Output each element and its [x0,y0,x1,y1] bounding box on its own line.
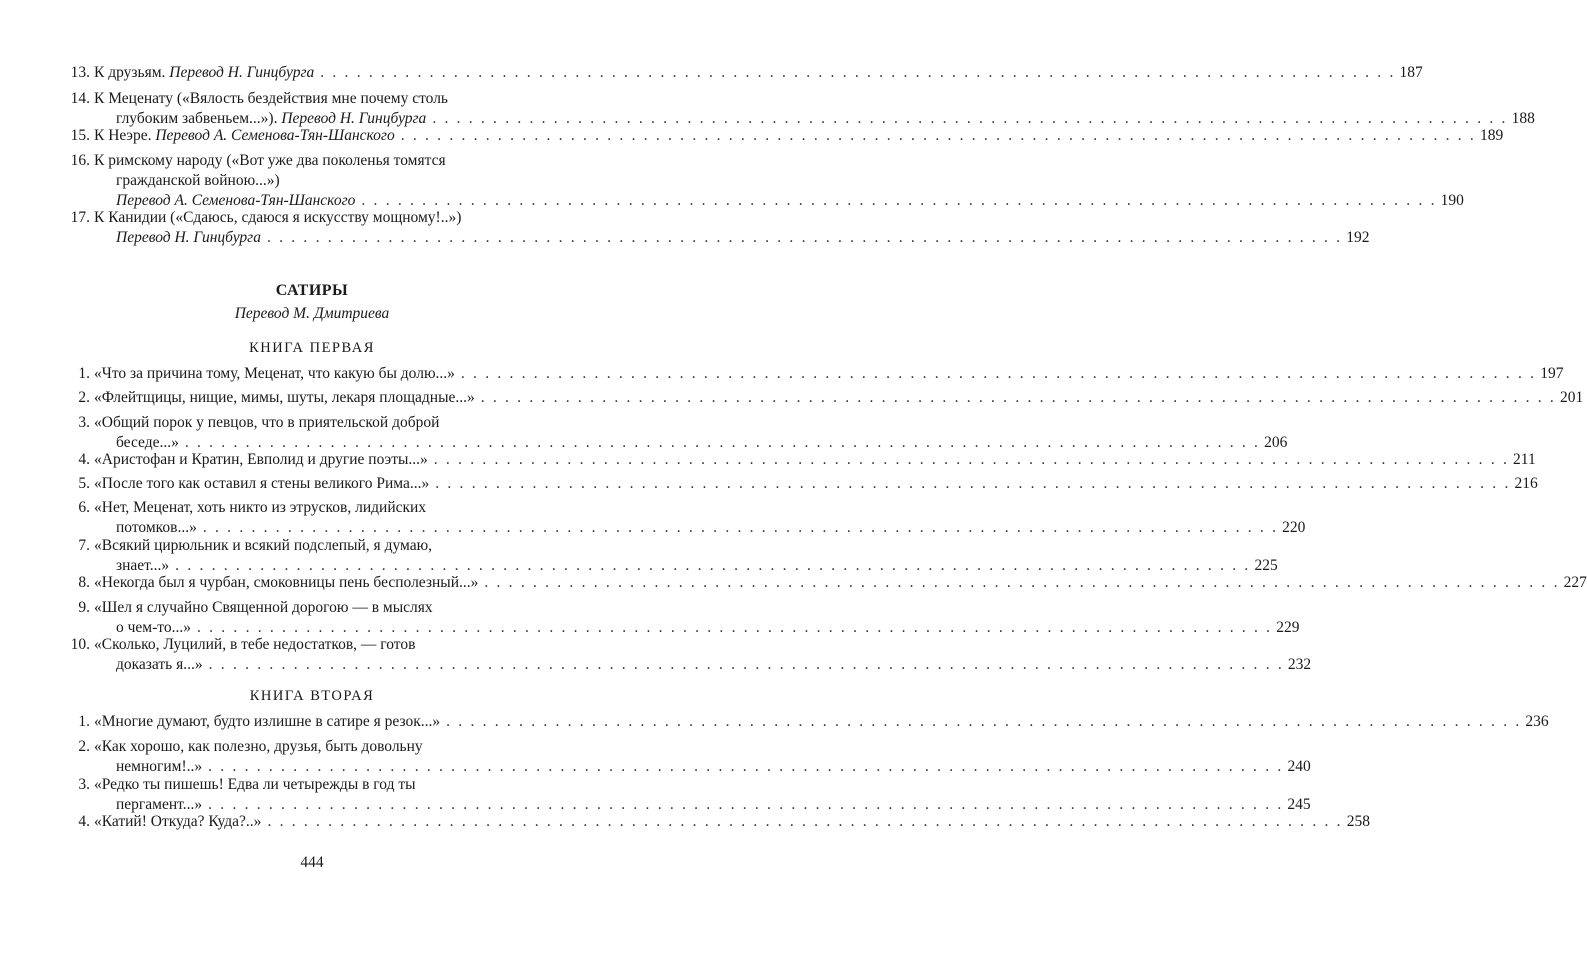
entry-title: «Как хорошо, как полезно, друзья, быть довольну [94,738,423,755]
dot-leader [203,518,1278,538]
dot-leader [484,573,1559,593]
entry-title: «Некогда был я чурбан, смоковницы пень бесполезный...» [94,574,479,591]
dot-leader [209,655,1284,675]
toc-entry [78,598,1300,638]
entry-number: 14. [70,90,90,107]
entry-translator: Перевод Н. Гинцбурга [169,64,315,81]
dot-leader [401,126,1476,146]
toc-entry [70,63,1423,83]
toc-entry [78,737,1311,777]
entry-title: К Меценату («Вялость бездействия мне почему столь [94,90,448,107]
entry-title-cont: о чем-то...» [116,619,191,636]
toc-entry [78,364,1564,384]
dot-leader [208,757,1283,777]
entry-page: 216 [1514,475,1538,492]
entry-page: 229 [1276,619,1300,636]
toc-entry [78,498,1306,538]
entry-title: «Сколько, Луцилий, в тебе недостатков, — готов [94,636,416,653]
entry-number: 10. [70,636,90,653]
entry-number: 17. [70,209,90,226]
entry-page: 232 [1287,656,1312,673]
entry-number: 3. [78,776,90,793]
dot-leader [320,63,1395,83]
dot-leader [461,364,1536,384]
toc-entry [70,208,1370,248]
entry-title: «Аристофан и Кратин, Евполид и другие поэты...» [94,451,428,468]
entry-number: 15. [70,127,90,144]
section-title: САТИРЫ [275,282,349,299]
entry-page: 245 [1287,796,1311,813]
dot-leader [434,450,1509,470]
toc-entry [78,388,1584,408]
entry-title-cont: знает...» [116,557,170,574]
entry-number: 9. [78,599,90,616]
entry-page: 227 [1563,574,1587,591]
toc-entry [70,635,1312,675]
entry-title: К друзьям. [94,64,170,81]
entry-title: «Общий порок у певцов, что в приятельской доброй [94,414,440,431]
dot-leader [267,812,1342,832]
entry-page: 187 [1399,64,1423,81]
entry-page: 211 [1513,451,1536,468]
toc-entry [78,775,1311,815]
toc-entry [78,536,1278,576]
entry-page: 225 [1254,557,1278,574]
entry-title: «Многие думают, будто излишне в сатире я резок...» [94,713,441,730]
entry-title: К римскому народу («Вот уже два поколенья томятся [94,152,446,169]
entry-number: 7. [78,537,90,554]
entry-page: 206 [1264,434,1288,451]
dot-leader [267,228,1342,248]
entry-title-cont: доказать я...» [116,656,203,673]
entry-number: 3. [78,414,90,431]
entry-page: 258 [1346,813,1370,830]
entry-page: 189 [1480,127,1504,144]
dot-leader [435,474,1510,494]
entry-title: «Редко ты пишешь! Едва ли четырежды в год ты [94,776,416,793]
entry-title: «Что за причина тому, Меценат, что какую бы долю...» [94,365,455,382]
entry-translator: Перевод А. Семенова-Тян-Шанского [155,127,395,144]
entry-title: «Катий! Откуда? Куда?..» [94,813,262,830]
toc-entry [70,151,1464,211]
entry-page: 190 [1440,192,1464,209]
entry-page: 240 [1287,758,1311,775]
entry-title-cont: глубоким забвеньем...»). [116,110,282,127]
entry-title-cont: потомков...» [116,519,197,536]
entry-title-cont: гражданской войною...») [116,172,280,189]
entry-number: 1. [78,713,90,730]
entry-page: 197 [1540,365,1564,382]
entry-number: 6. [78,499,90,516]
toc-entry [78,712,1549,732]
entry-number: 16. [70,152,90,169]
toc-entry [78,450,1536,470]
book-title: КНИГА ВТОРАЯ [249,688,375,704]
dot-leader [446,712,1521,732]
entry-number: 1. [78,365,90,382]
entry-title: «После того как оставил я стены великого Рима...» [94,475,430,492]
entry-number: 5. [78,475,90,492]
entry-title: «Всякий цирюльник и всякий подслепый, я думаю, [94,537,433,554]
entry-translator: Перевод А. Семенова-Тян-Шанского [116,192,356,209]
entry-number: 4. [78,813,90,830]
entry-title-cont: беседе...» [116,434,179,451]
entry-page: 220 [1282,519,1306,536]
toc-entry [78,812,1370,832]
entry-title: «Шел я случайно Священной дорогою — в мыслях [94,599,433,616]
entry-page: 192 [1346,229,1370,246]
page-number: 444 [300,854,324,871]
section-translator: Перевод М. Дмитриева [234,305,390,322]
entry-number: 13. [70,64,90,81]
toc-entry [78,573,1587,593]
entry-number: 4. [78,451,90,468]
entry-title-cont: немногим!..» [116,758,203,775]
entry-page: 188 [1511,110,1535,127]
entry-translator: Перевод Н. Гинцбурга [281,110,427,127]
toc-entry [78,413,1288,453]
book-title: КНИГА ПЕРВАЯ [249,340,375,356]
toc-entry [70,89,1535,129]
entry-number: 8. [78,574,90,591]
dot-leader [481,388,1556,408]
entry-number: 2. [78,738,90,755]
entry-title: «Нет, Меценат, хоть никто из этрусков, лидийских [94,499,427,516]
toc-entry [70,126,1504,146]
entry-title: «Флейтщицы, нищие, мимы, шуты, лекаря площадные...» [94,389,475,406]
toc-entry [78,474,1538,494]
entry-title-cont: пергамент...» [116,796,203,813]
entry-title: К Канидии («Сдаюсь, сдаюся я искусству мощному!..») [94,209,462,226]
entry-page: 236 [1525,713,1549,730]
entry-page: 201 [1560,389,1584,406]
entry-number: 2. [78,389,90,406]
entry-title: К Неэре. [94,127,156,144]
entry-translator: Перевод Н. Гинцбурга [116,229,261,246]
